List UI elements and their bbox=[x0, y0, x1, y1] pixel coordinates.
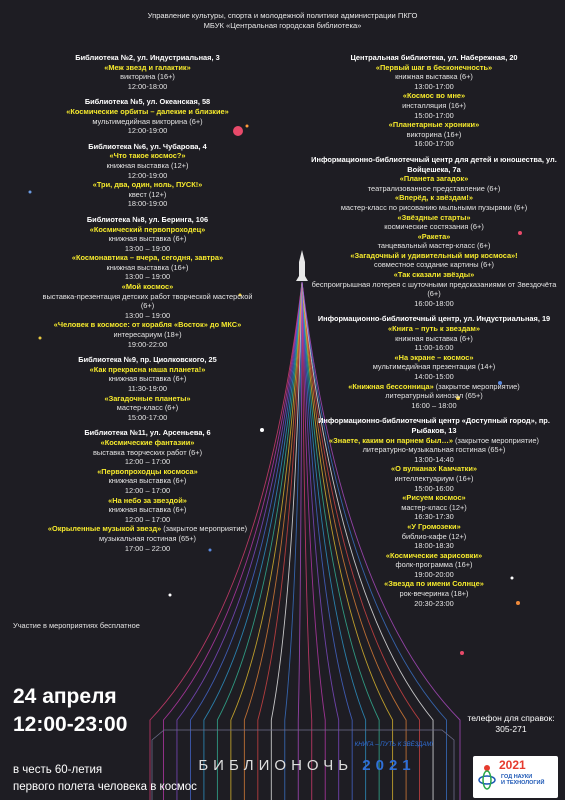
event-type: мультимедийная презентация (14+) bbox=[372, 362, 496, 372]
library-title: Библиотека №9, пр. Циолковского, 25 bbox=[78, 355, 217, 365]
left-column bbox=[40, 53, 255, 553]
event-name-line bbox=[40, 496, 255, 506]
event-type: литературно-музыкальная гостиная (65+) bbox=[362, 445, 506, 455]
event-type: мультимедийная викторина (6+) bbox=[92, 116, 203, 126]
event-type: библио-кафе (12+) bbox=[401, 531, 467, 541]
event-type: книжная выставка (6+) bbox=[108, 505, 187, 515]
event-time: 16:00 – 18:00 bbox=[411, 400, 457, 410]
anniversary-line-1: в честь 60-летия bbox=[13, 764, 103, 776]
event-name-line bbox=[305, 251, 563, 261]
event-name: «Космический первопроходец» bbox=[89, 224, 206, 234]
event-name-line bbox=[305, 193, 563, 203]
event-name-line bbox=[40, 320, 255, 330]
event-name-line bbox=[305, 91, 563, 101]
event-name-line bbox=[40, 180, 255, 190]
event-type: мастер-класс (6+) bbox=[116, 403, 179, 413]
event-name-line bbox=[40, 151, 255, 161]
event-time: 19:00-20:00 bbox=[414, 569, 454, 579]
event-time: 17:00 – 22:00 bbox=[124, 543, 171, 553]
motto: КНИГА – ПУТЬ К ЗВЁЗДАМ! bbox=[354, 742, 433, 748]
event-type: интересариум (18+) bbox=[113, 330, 182, 340]
event-name-line bbox=[40, 253, 255, 263]
event-name: «Окрыленные музыкой звезд» bbox=[47, 524, 162, 534]
event-time: 12:00-19:00 bbox=[127, 170, 168, 180]
event-name-line bbox=[40, 467, 255, 477]
event-name-line bbox=[305, 382, 563, 392]
event-name: «Планета загадок» bbox=[399, 174, 469, 184]
event-name-line bbox=[305, 353, 563, 363]
event-time: 15:00-16:00 bbox=[414, 483, 454, 493]
event-name-line bbox=[40, 282, 255, 292]
event-name: «Мой космос» bbox=[121, 282, 174, 292]
event-name-line bbox=[40, 365, 255, 375]
event-time: 12:00 – 17:00 bbox=[124, 485, 171, 495]
event-name: «Космические орбиты – далекие и близкие» bbox=[66, 106, 229, 116]
event-time: 16:00-17:00 bbox=[414, 139, 454, 149]
event-type: книжная выставка (6+) bbox=[108, 374, 187, 384]
phone-block bbox=[466, 713, 556, 735]
event-time: 16:30-17:30 bbox=[414, 512, 454, 522]
event-name-line bbox=[40, 394, 255, 404]
anniversary-text bbox=[13, 762, 197, 796]
event-name-line bbox=[40, 225, 255, 235]
event-name-line bbox=[40, 524, 255, 534]
event-name: «Вперёд, к звёздам!» bbox=[394, 193, 474, 203]
biblionight-word: БИБЛИОНОЧЬ bbox=[198, 757, 354, 774]
star-dot bbox=[260, 428, 264, 432]
event-time: 12:00 – 17:00 bbox=[124, 457, 171, 467]
date-text: 24 апреля bbox=[13, 685, 117, 708]
event-name: «Человек в космосе: от корабля «Восток» до МКС» bbox=[53, 320, 242, 330]
event-name: «У Громозеки» bbox=[407, 521, 461, 531]
library-title: Библиотека №11, ул. Арсеньева, 6 bbox=[84, 428, 211, 438]
event-name: «Космос во мне» bbox=[402, 91, 466, 101]
event-name: «О вулканах Камчатки» bbox=[390, 464, 478, 474]
event-name-line bbox=[305, 324, 563, 334]
event-name: «На экране – космос» bbox=[394, 352, 474, 362]
event-name-line bbox=[305, 493, 563, 503]
event-type: выставка творческих работ (6+) bbox=[92, 447, 203, 457]
event-name-line bbox=[305, 579, 563, 589]
star-dot bbox=[169, 594, 172, 597]
event-type: книжная выставка (12+) bbox=[106, 160, 189, 170]
event-name-line bbox=[305, 63, 563, 73]
event-type: мастер-класс по рисованию мыльными пузырями (6+) bbox=[340, 202, 528, 212]
event-type: инсталляция (16+) bbox=[402, 100, 466, 110]
event-name: «Меж звезд и галактик» bbox=[104, 62, 191, 72]
event-note: (закрытое мероприятие) bbox=[452, 435, 539, 445]
event-name: «На небо за звездой» bbox=[108, 495, 187, 505]
event-name-line bbox=[40, 107, 255, 117]
event-name: «Книга – путь к звездам» bbox=[388, 324, 480, 334]
event-name-line bbox=[305, 120, 563, 130]
atom-person-icon bbox=[477, 762, 497, 792]
event-time: 13:00 – 19:00 bbox=[124, 243, 171, 253]
library-title: Информационно-библиотечный центр, ул. Индустриальная, 19 bbox=[317, 314, 551, 324]
event-name-line bbox=[305, 232, 563, 242]
event-type: фолк-программа (16+) bbox=[395, 560, 473, 570]
event-time: 13:00 – 19:00 bbox=[124, 272, 171, 282]
event-time: 11:30-19:00 bbox=[128, 384, 167, 393]
event-time: 12:00-19:00 bbox=[127, 126, 168, 136]
library-title: Библиотека №8, ул. Беринга, 106 bbox=[86, 214, 209, 224]
event-time: 15:00-17:00 bbox=[414, 110, 454, 120]
event-type: книжная выставка (6+) bbox=[395, 333, 473, 343]
anniversary-line-2: первого полета человека в космос bbox=[13, 781, 197, 793]
event-name: «Рисуем космос» bbox=[402, 493, 466, 503]
hours-text: 12:00-23:00 bbox=[13, 713, 128, 736]
event-name: «Три, два, один, ноль, ПУСК!» bbox=[92, 180, 203, 190]
event-type: мастер-класс (12+) bbox=[401, 502, 467, 512]
event-time: 12:00 – 17:00 bbox=[124, 514, 171, 524]
science-year-logo bbox=[473, 756, 558, 798]
event-name-line bbox=[40, 438, 255, 448]
library-title: Библиотека №2, ул. Индустриальная, 3 bbox=[75, 53, 220, 62]
event-name-line bbox=[40, 63, 255, 73]
event-name-line bbox=[305, 174, 563, 184]
event-type: музыкальная гостиная (65+) bbox=[98, 533, 197, 543]
event-type: книжная выставка (6+) bbox=[108, 234, 187, 244]
event-name: «Книжная бессонница» bbox=[348, 381, 434, 391]
event-type: интеллектуариум (16+) bbox=[394, 473, 474, 483]
event-time: 13:00-14:40 bbox=[414, 454, 454, 464]
library-title: Информационно-библиотечный центр для детей и юношества, ул. Войцешека, 7а bbox=[311, 154, 557, 174]
event-time: 15:00-17:00 bbox=[127, 412, 168, 422]
event-time: 16:00-18:00 bbox=[414, 298, 454, 308]
event-name: «Планетарные хроники» bbox=[388, 120, 480, 130]
right-column bbox=[305, 53, 563, 608]
event-type: космические состязания (6+) bbox=[384, 222, 484, 232]
event-name-line bbox=[305, 436, 563, 446]
event-name: «Звёздные старты» bbox=[397, 212, 471, 222]
event-time: 14:00-15:00 bbox=[414, 372, 454, 381]
event-name: «Первопроходцы космоса» bbox=[97, 466, 198, 476]
event-time: 19:00-22:00 bbox=[127, 339, 168, 349]
biblionight-year: 2021 bbox=[362, 757, 416, 774]
event-name-line bbox=[305, 522, 563, 532]
logo-year: 2021 bbox=[499, 758, 526, 772]
event-note: (закрытое мероприятие) bbox=[433, 381, 520, 391]
event-name: «Что такое космос?» bbox=[109, 151, 186, 161]
event-type: книжная выставка (6+) bbox=[395, 72, 473, 82]
event-time: 13:00 – 19:00 bbox=[124, 310, 171, 320]
event-type: беспроигрышная лотерея с шуточными предсказаниями от Звездочёта (6+) bbox=[311, 279, 557, 299]
biblionight-title bbox=[172, 757, 442, 774]
event-name: «Загадочный и удивительный мир космоса»! bbox=[350, 250, 518, 260]
event-name-line bbox=[305, 464, 563, 474]
event-name: «Загадочные планеты» bbox=[104, 393, 191, 403]
event-name-line bbox=[305, 270, 563, 280]
event-type: викторина (16+) bbox=[120, 72, 175, 82]
library-title: Библиотека №5, ул. Океанская, 58 bbox=[84, 97, 211, 107]
event-type: викторина (16+) bbox=[406, 129, 462, 139]
library-title: Информационно-библиотечный центр «Доступный город», пр. Рыбаков, 13 bbox=[318, 416, 550, 435]
library-title: Центральная библиотека, ул. Набережная, 20 bbox=[350, 53, 518, 62]
logo-text-2: И ТЕХНОЛОГИЙ bbox=[501, 780, 545, 786]
logo-text bbox=[501, 774, 544, 786]
free-participation-note: Участие в мероприятиях бесплатное bbox=[13, 621, 140, 630]
event-name-line bbox=[305, 213, 563, 223]
phone-label: телефон для справок: bbox=[467, 713, 555, 723]
organizer-line-1: Управление культуры, спорта и молодежной политики администрации ПКГО bbox=[147, 11, 418, 20]
organizer-line-2: МБУК «Центральная городская библиотека» bbox=[203, 21, 362, 30]
event-note: (закрытое мероприятие) bbox=[161, 524, 248, 534]
event-name: «Как прекрасна наша планета!» bbox=[89, 364, 206, 374]
event-name: «Космические фантазии» bbox=[100, 437, 195, 447]
event-type: книжная выставка (6+) bbox=[108, 476, 187, 486]
event-name: «Ракета» bbox=[417, 231, 451, 241]
event-time: 18:00-19:00 bbox=[127, 199, 168, 209]
event-time: 11:00-16:00 bbox=[414, 343, 454, 353]
event-time: 13:00-17:00 bbox=[414, 81, 454, 91]
event-type: рок-вечеринка (18+) bbox=[399, 589, 469, 599]
event-type: квест (12+) bbox=[128, 189, 167, 199]
event-time: 20:30-23:00 bbox=[414, 598, 454, 608]
event-name: «Так сказали звёзды» bbox=[393, 270, 475, 280]
event-type: танцевальный мастер-класс (6+) bbox=[377, 241, 491, 251]
event-name: «Космические зарисовки» bbox=[385, 550, 483, 560]
event-date bbox=[13, 683, 127, 739]
event-type: совместное создание картины (6+) bbox=[374, 260, 494, 270]
event-time: 18:00-18:30 bbox=[414, 541, 454, 551]
event-type: литературный кинозал (65+) bbox=[385, 391, 483, 401]
event-type: книжная выставка (16+) bbox=[106, 262, 189, 272]
event-time: 12:00-18:00 bbox=[127, 81, 168, 91]
event-name: «Первый шаг в бесконечность» bbox=[375, 62, 493, 72]
star-dot bbox=[29, 191, 32, 194]
star-dot bbox=[460, 651, 464, 655]
event-name-line bbox=[305, 551, 563, 561]
event-name: «Знаете, каким он парнем был…» bbox=[329, 435, 453, 445]
event-name: «Звезда по имени Солнце» bbox=[384, 579, 484, 589]
event-type: выставка-презентация детских работ творческой мастерской (6+) bbox=[42, 291, 253, 311]
phone-number: 305-271 bbox=[495, 724, 527, 734]
library-title: Библиотека №6, ул. Чубарова, 4 bbox=[88, 141, 207, 151]
event-name: «Космонавтика – вчера, сегодня, завтра» bbox=[71, 253, 224, 263]
logo-text-1: ГОД НАУКИ bbox=[501, 774, 533, 780]
event-type: театрализованное представление (6+) bbox=[367, 183, 501, 193]
